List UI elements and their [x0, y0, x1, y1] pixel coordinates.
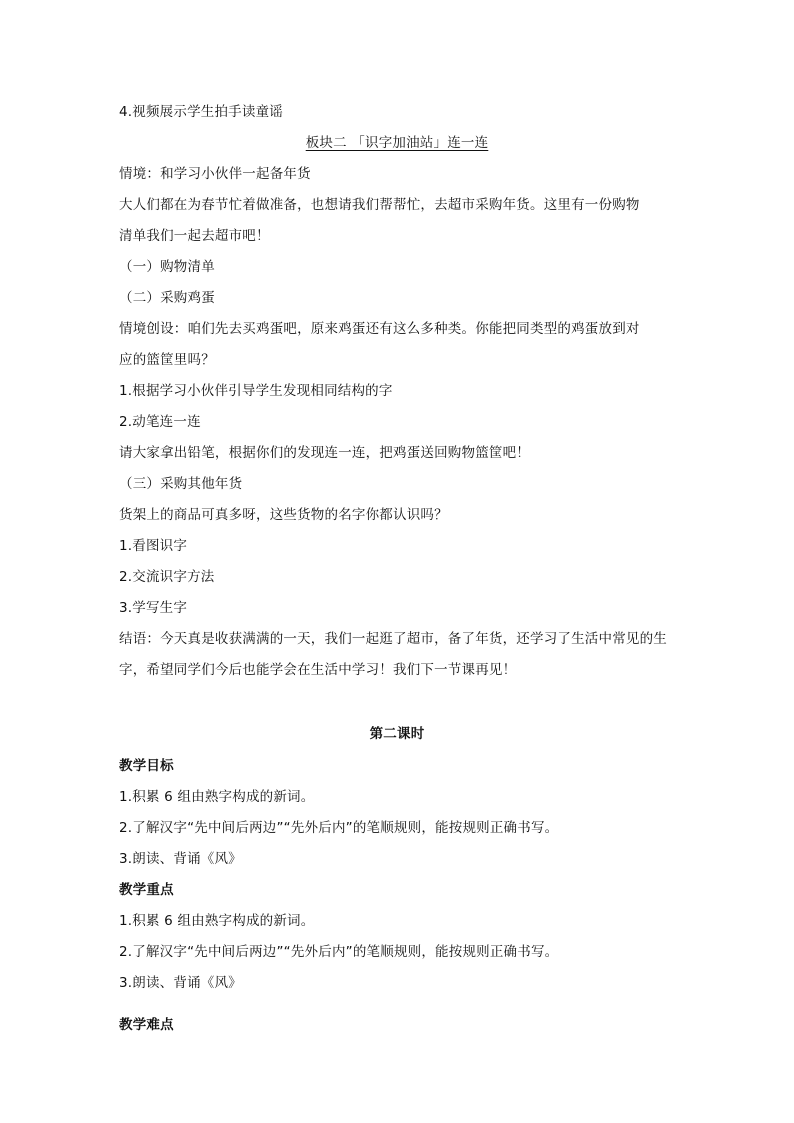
goal-item-2: 2.了解汉字“先中间后两边”“先外后内”的笔顺规则，能按规则正确书写。 [119, 820, 559, 836]
goods-step-3: 3.学写生字 [119, 600, 188, 616]
conclusion-line-2: 字，希望同学们今后也能学会在生活中学习！我们下一节课再见！ [119, 662, 517, 678]
egg-instruction: 请大家拿出铅笔，根据你们的发现连一连，把鸡蛋送回购物篮筐吧！ [119, 445, 530, 461]
egg-scenario-line-1: 情境创设：咱们先去买鸡蛋吧，原来鸡蛋还有这么多种类。你能把同类型的鸡蛋放到对 [119, 321, 640, 337]
intro-paragraph-line-2: 清单我们一起去超市吧！ [119, 228, 270, 244]
shelf-question: 货架上的商品可真多呀，这些货物的名字你都认识吗？ [119, 507, 448, 523]
sub-heading-buy-eggs: （二）采购鸡蛋 [119, 290, 215, 306]
lesson-two-title: 第二课时 [369, 726, 425, 742]
goal-item-3: 3.朗读、背诵《风》 [119, 851, 242, 867]
egg-step-1: 1.根据学习小伙伴引导学生发现相同结构的字 [119, 383, 393, 399]
focus-item-3: 3.朗读、背诵《风》 [119, 975, 242, 991]
goal-item-1: 1.积累 6 组由熟字构成的新词。 [119, 789, 315, 805]
intro-paragraph-line-1: 大人们都在为春节忙着做准备，也想请我们帮帮忙，去超市采购年货。这里有一份购物 [119, 197, 640, 213]
conclusion-line-1: 结语：今天真是收获满满的一天，我们一起逛了超市，备了年货，还学习了生活中常见的生 [119, 631, 667, 647]
egg-step-2: 2.动笔连一连 [119, 414, 201, 430]
heading-teaching-focus: 教学重点 [119, 882, 174, 898]
section-heading-block-two: 板块二 「识字加油站」连一连 [305, 135, 489, 151]
heading-teaching-goals: 教学目标 [119, 758, 174, 774]
scenario-line: 情境：和学习小伙伴一起备年货 [119, 166, 311, 182]
step-4-video-chant: 4.视频展示学生拍手读童谣 [119, 104, 283, 120]
focus-item-2: 2.了解汉字“先中间后两边”“先外后内”的笔顺规则，能按规则正确书写。 [119, 944, 559, 960]
goods-step-2: 2.交流识字方法 [119, 569, 215, 585]
heading-teaching-difficulty: 教学难点 [119, 1017, 174, 1033]
goods-step-1: 1.看图识字 [119, 538, 188, 554]
egg-scenario-line-2: 应的篮筐里吗？ [119, 352, 215, 368]
focus-item-1: 1.积累 6 组由熟字构成的新词。 [119, 913, 315, 929]
sub-heading-shopping-list: （一）购物清单 [119, 259, 215, 275]
sub-heading-other-goods: （三）采购其他年货 [119, 476, 243, 492]
